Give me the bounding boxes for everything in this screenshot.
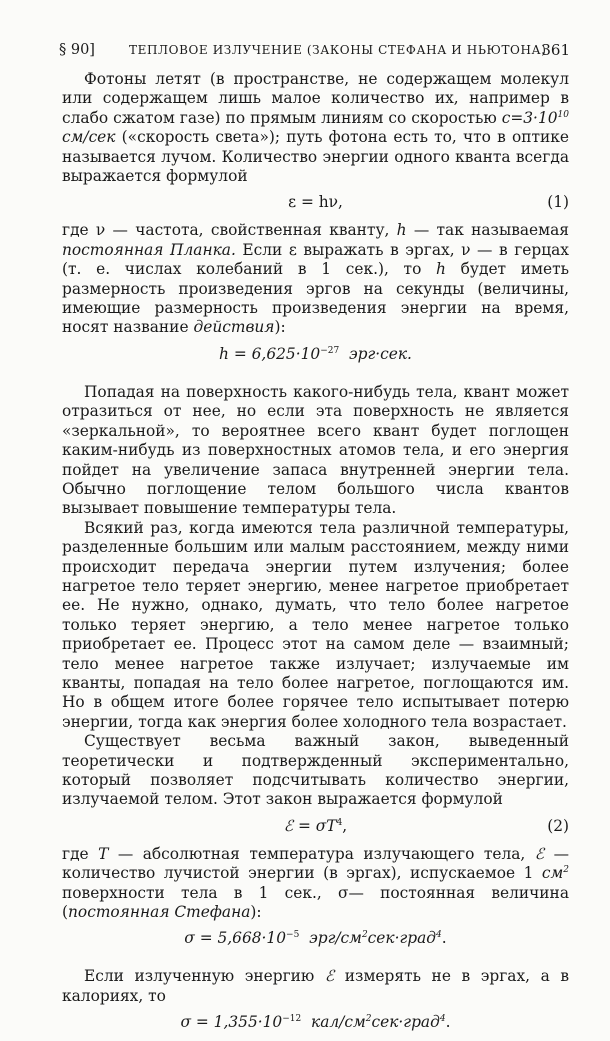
paragraph-planck: где ν — частота, свойственная кванту, h — так называемая постоянная Планка. Если ε выражать в эргах, ν — в герцах (т. е. числах колебаний в 1 сек.), то h будет иметь размерность произведения эргов на секунды (величины, имеющие размерность произведения энергии на время, носят название действия): — [62, 221, 569, 337]
paragraph-absorption: Попадая на поверхность какого-нибудь тела, квант может отразиться от нее, но если эта поверхность не является «зеркальной», то вероятнее всего квант будет поглощен каким-нибудь из поверхностных атомов тела, и его энергия пойдет на увеличение запаса внутренней энергии тела. Обычно поглощение телом большого числа квантов вызывает повышение температуры тела. — [62, 382, 569, 518]
formula-stefan-erg: $\sigma = 5,668\cdot 10^{-5}$ эрг/$см^2сек\cdot град^4$. — [184, 929, 447, 948]
paragraph-calories: Если излученную энергию ℰ измерять не в эргах, а в калориях, то — [62, 967, 569, 1005]
formula-stefan-cal: $\sigma = 1,355\cdot 10^{-12}$ кал/$см^2сек\cdot град^4$. — [180, 1013, 451, 1032]
paragraph-exchange: Всякий раз, когда имеются тела различной температуры, разделенные большим или малым расстоянием, между ними происходит передача энергии путем излучения; более нагретое тело теряет энергию, менее нагретое приобретает ее. Не нужно, однако, думать, что тело более нагретое только теряет энергию, а тело менее нагретое только приобретает ее. Процесс этот на самом деле — взаимный; тело менее нагретое также излучает; излучаемые им кванты, попадая на тело более нагретое, поглощаются им. Но в общем итоге более горячее тело испытывает потерю энергии, тогда как энергия более холодного тела возрастает. — [62, 518, 569, 731]
formula-planck-value: $h = 6,625\cdot 10^{-27}$ эрг·сек. — [219, 344, 412, 363]
section-number: § 90] — [59, 42, 95, 58]
formula-2: ℰ = $\sigma T^4$, (2) — [283, 816, 569, 835]
formula-1-expression: ε = hν, — [288, 193, 343, 212]
paragraph-definitions: где T — абсолютная температура излучающего тела, ℰ — количество лучистой энергии (в эргах), испускаемое 1 $см^2$ поверхности тела в 1 сек., σ— постоянная величина (постоянная Стефана): — [62, 844, 569, 922]
running-title: ТЕПЛОВОЕ ИЗЛУЧЕНИЕ (ЗАКОНЫ СТЕФАНА И НЬЮТОНА) — [129, 43, 547, 57]
formula-1-number: (1) — [547, 193, 569, 212]
running-header — [59, 41, 570, 61]
paragraph-photons: Фотоны летят (в пространстве, не содержащем молекул или содержащем лишь малое количество их, например в слабо сжатом газе) по прямым линиям со скоростью $c=3\cdot 10^{10}$ см/сек («скорость света»); путь фотона есть то, что в оптике называется лучом. Количество энергии одного кванта всегда выражается формулой — [62, 70, 569, 186]
page-body — [62, 70, 569, 1041]
page-number: 361 — [541, 41, 570, 59]
paragraph-law: Существует весьма важный закон, выведенный теоретически и подтвержденный экспериментально, который позволяет подсчитывать количество энергии, излучаемой телом. Этот закон выражается формулой — [62, 732, 569, 809]
formula-2-number: (2) — [547, 816, 569, 835]
formula-1 — [62, 193, 569, 212]
